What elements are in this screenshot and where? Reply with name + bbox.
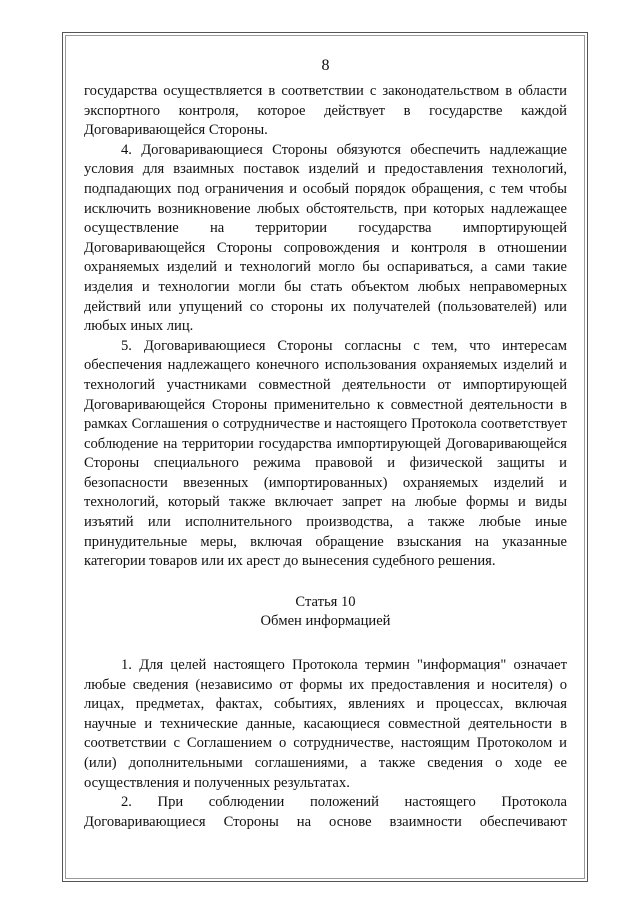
page-number: 8 xyxy=(321,57,330,74)
paragraph-article10-item-1: 1. Для целей настоящего Протокола термин "информация" означает любые сведения (независимо от формы их предоставления и носителя) о лицах, предметах, фактах, событиях, явлениях и процессах, включая научные и технические данные, касающиеся совместной деятельности в соответствии с Соглашением о сотрудничестве, настоящим Протоколом и (или) дополнительными соглашениями, а также сведения о ходе ее осуществления и полученных результатах. xyxy=(84,657,567,791)
paragraph-item-4: 4. Договаривающиеся Стороны обязуются обеспечить надлежащие условия для взаимных поставок изделий и предоставления технологий, подпадающих под ограничения и особый порядок обращения, с тем чтобы исключить возникновение любых обстоятельств, при которых надлежащее осуществление на территории государства импортирующей Договаривающейся Стороны сопровождения и контроля в отношении охраняемых изделий и технологий могло бы оспариваться, а сами такие изделия и технологии могли бы стать объектом любых неправомерных действий или упущений со стороны их получателей (пользователей) или любых иных лиц. xyxy=(84,141,567,335)
paragraph-item-5: 5. Договаривающиеся Стороны согласны с тем, что интересам обеспечения надлежащего конечного использования охраняемых изделий и технологий участниками совместной деятельности от импортирующей Договаривающейся Стороны применительно к совместной деятельности в рамках Соглашения о сотрудничестве и настоящего Протокола соответствует соблюдение на территории государства импортирующей Договаривающейся Стороны специального режима правовой и физической защиты и безопасности ввезенных (импортированных) охраняемых изделий и технологий, который также включает запрет на любые формы и виды изъятий или исполнительного производства, а также любые иные принудительные меры, включая обращение взыскания на указанные категории товаров или их арест до вынесения судебного решения. xyxy=(84,337,567,570)
document-content xyxy=(84,56,567,832)
paragraph-article10-item-2: 2. При соблюдении положений настоящего Протокола Договаривающиеся Стороны на основе взаимности обеспечивают xyxy=(84,794,567,830)
article-heading xyxy=(84,593,567,632)
article-title: Обмен информацией xyxy=(260,613,391,630)
paragraph-continuation: государства осуществляется в соответствии с законодательством в области экспортного контроля, которое действует в государстве каждой Договаривающейся Стороны. xyxy=(84,83,567,139)
article-number: Статья 10 xyxy=(295,593,356,610)
